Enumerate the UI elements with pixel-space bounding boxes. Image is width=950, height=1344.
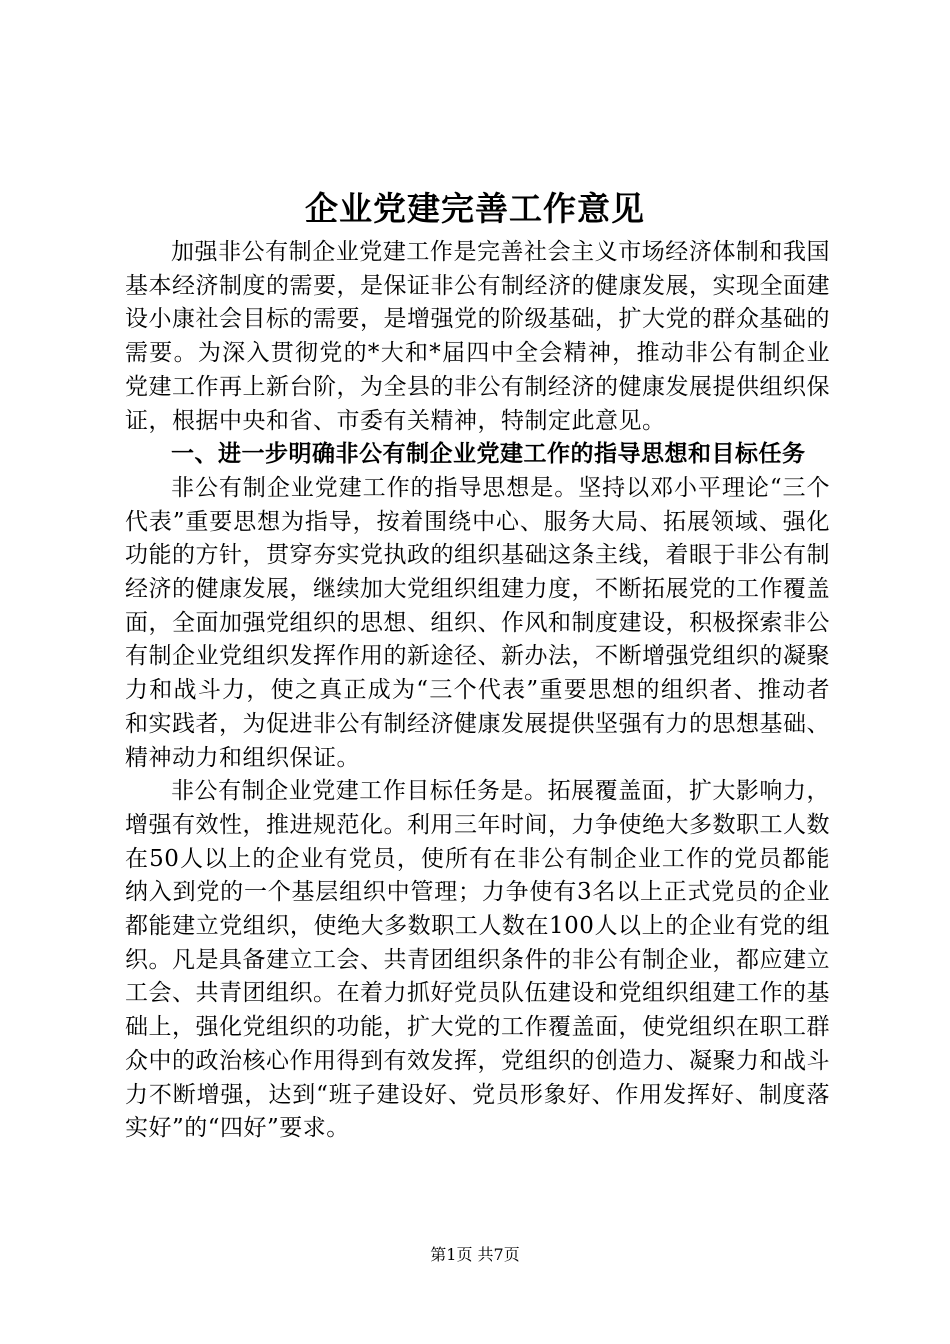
- document-body: [125, 236, 830, 1146]
- paragraph-guiding-thought: 非公有制企业党建工作的指导思想是。坚持以邓小平理论“三个代表”重要思想为指导，按着围绕中心、服务大局、拓展领域、强化功能的方针，贯穿夯实党执政的组织基础这条主线，着眼于非公有制经济的健康发展，继续加大党组织组建力度，不断拓展党的工作覆盖面，全面加强党组织的思想、组织、作风和制度建设，积极探索非公有制企业党组织发挥作用的新途径、新办法，不断增强党组织的凝聚力和战斗力，使之真正成为“三个代表”重要思想的组织者、推动者和实践者，为促进非公有制经济健康发展提供坚强有力的思想基础、精神动力和组织保证。: [125, 474, 830, 771]
- document-title: 企业党建完善工作意见: [305, 189, 645, 228]
- section-heading-1: 一、进一步明确非公有制企业党建工作的指导思想和目标任务: [171, 441, 806, 468]
- page-number-footer: 第1页 共7页: [430, 1245, 520, 1264]
- paragraph-goals-tasks: 非公有制企业党建工作目标任务是。拓展覆盖面，扩大影响力，增强有效性，推进规范化。利用三年时间，力争使绝大多数职工人数在50人以上的企业有党员，使所有在非公有制企业工作的党员都能纳入到党的一个基层组织中管理；力争使有3名以上正式党员的企业都能建立党组织，使绝大多数职工人数在100人以上的企业有党的组织。凡是具备建立工会、共青团组织条件的非公有制企业，都应建立工会、共青团组织。在着力抓好党员队伍建设和党组织组建工作的基础上，强化党组织的功能，扩大党的工作覆盖面，使党组织在职工群众中的政治核心作用得到有效发挥，党组织的创造力、凝聚力和战斗力不断增强，达到“班子建设好、党员形象好、作用发挥好、制度落实好”的“四好”要求。: [125, 778, 830, 1142]
- paragraph-intro: 加强非公有制企业党建工作是完善社会主义市场经济体制和我国基本经济制度的需要，是保证非公有制经济的健康发展，实现全面建设小康社会目标的需要，是增强党的阶级基础，扩大党的群众基础的需要。为深入贯彻党的*大和*届四中全会精神，推动非公有制企业党建工作再上新台阶，为全县的非公有制经济的健康发展提供组织保证，根据中央和省、市委有关精神，特制定此意见。: [125, 239, 830, 434]
